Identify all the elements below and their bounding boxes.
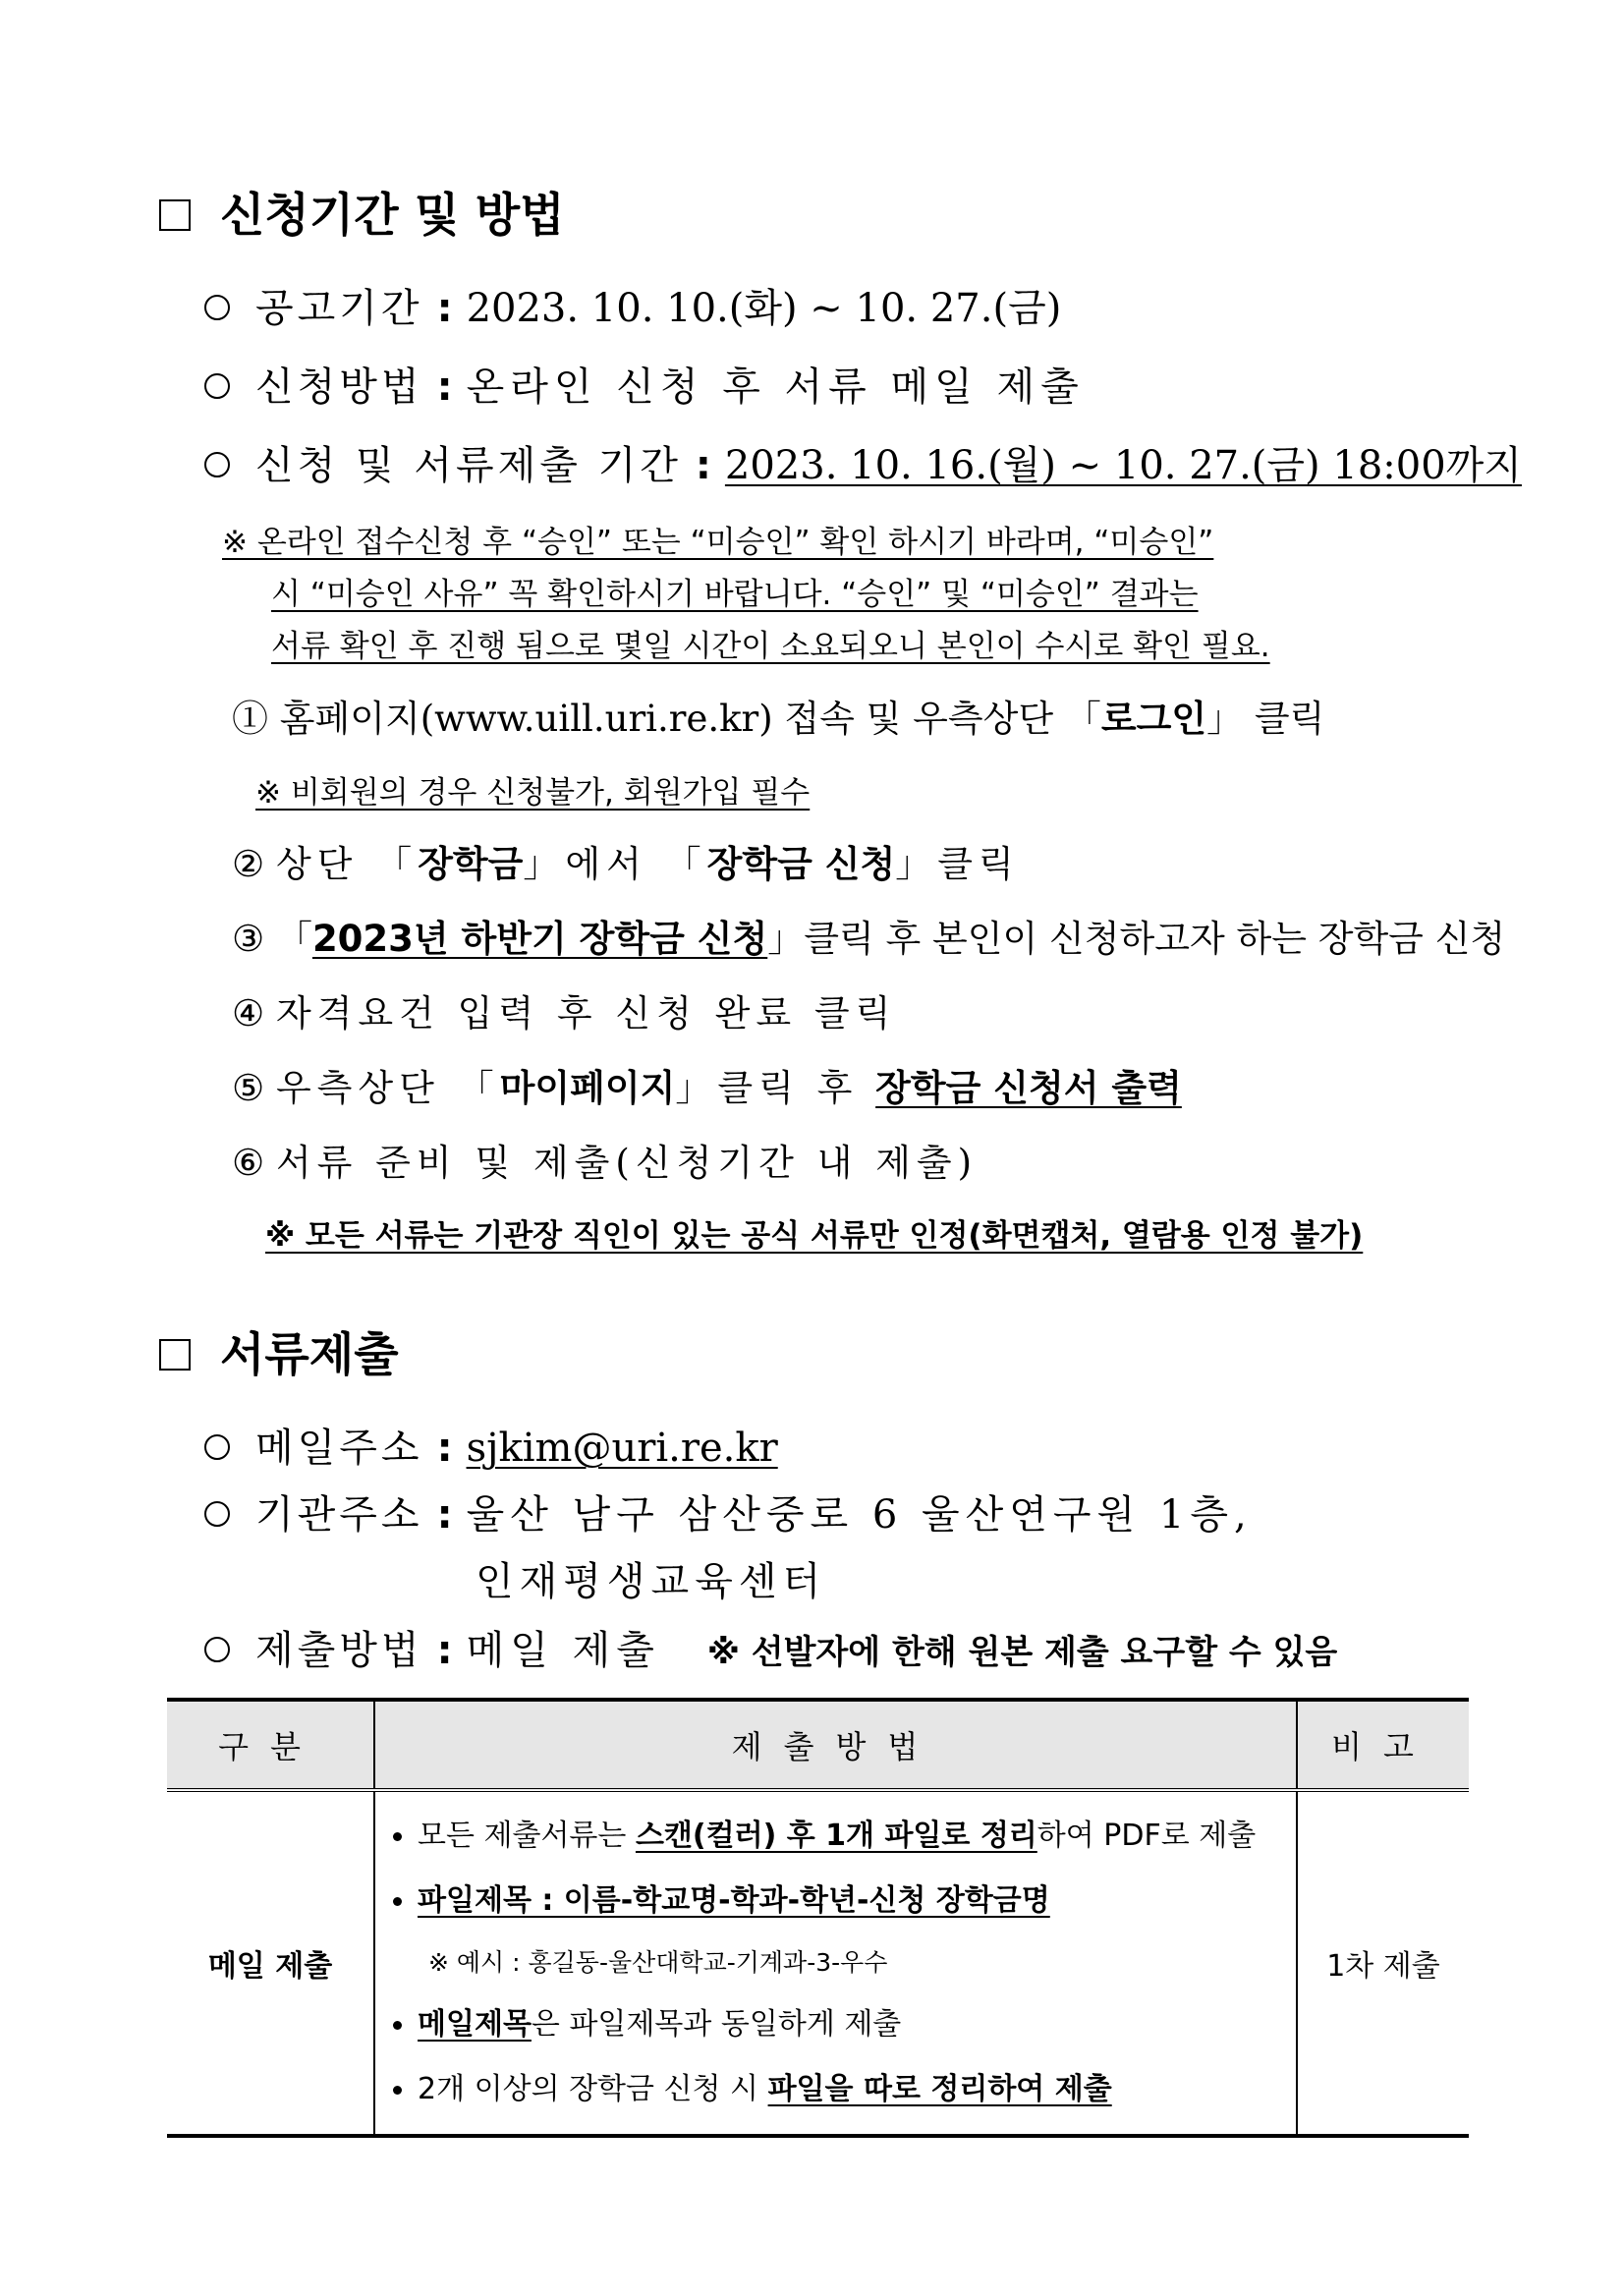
submit-method-line: 제출방법 : 메일 제출 ※ 선발자에 한해 원본 제출 요구할 수 있음 bbox=[204, 1623, 1337, 1678]
section-title-application: 신청기간 및 방법 bbox=[159, 187, 565, 246]
step-1-note: ※ 비회원의 경우 신청불가, 회원가입 필수 bbox=[255, 775, 811, 811]
step-5: ⑤ 우측상단 「마이페이지」클릭 후 장학금 신청서 출력 bbox=[232, 1067, 1182, 1109]
deadline-line: 신청 및 서류제출 기간 : 2023. 10. 16.(월) ~ 10. 27.(금) 18:00까지 bbox=[204, 438, 1522, 493]
circle-bullet-icon bbox=[204, 1501, 230, 1527]
header-remarks: 비고 bbox=[1297, 1700, 1469, 1790]
method-items bbox=[374, 1790, 1297, 2136]
section-title-documents: 서류제출 bbox=[159, 1326, 399, 1385]
period-value: 2023. 10. 10.(화) ~ 10. 27.(금) bbox=[466, 286, 1062, 331]
table-header-row bbox=[167, 1700, 1469, 1790]
checkbox-square-icon bbox=[159, 199, 191, 231]
step-4: ④ 자격요건 입력 후 신청 완료 클릭 bbox=[232, 992, 897, 1035]
row-remarks: 1차 제출 bbox=[1297, 1790, 1469, 2136]
address-line: 기관주소 : 울산 남구 삼산중로 6 울산연구원 1층, bbox=[204, 1487, 1253, 1542]
row-label: 메일 제출 bbox=[167, 1790, 374, 2136]
notice-line-1: ※ 온라인 접수신청 후 “승인” 또는 “미승인” 확인 하시기 바라며, “미승인” bbox=[222, 525, 1214, 560]
submit-note: ※ 선발자에 한해 원본 제출 요구할 수 있음 bbox=[706, 1633, 1338, 1672]
list-item: 파일제목 : 이름-학교명-학과-학년-신청 장학금명 bbox=[393, 1869, 1296, 1933]
example-note: ※ 예시 : 홍길동-울산대학교-기계과-3-우수 bbox=[428, 1948, 888, 1977]
header-method: 제출방법 bbox=[374, 1700, 1297, 1790]
email-link[interactable]: sjkim@uri.re.kr bbox=[466, 1426, 778, 1471]
header-category: 구분 bbox=[167, 1700, 374, 1790]
bullet-dot-icon bbox=[393, 1897, 402, 1906]
bullet-dot-icon bbox=[393, 2021, 402, 2030]
circle-bullet-icon bbox=[204, 452, 230, 477]
list-item: 모든 제출서류는 스캔(컬러) 후 1개 파일로 정리하여 PDF로 제출 bbox=[393, 1804, 1296, 1869]
address-value: 울산 남구 삼산중로 6 울산연구원 1층, bbox=[466, 1492, 1253, 1538]
list-item: 2개 이상의 장학금 신청 시 파일을 따로 정리하여 제출 bbox=[393, 2057, 1296, 2122]
period-line: 공고기간 : 2023. 10. 10.(화) ~ 10. 27.(금) bbox=[204, 281, 1061, 336]
submission-table bbox=[167, 1698, 1469, 2138]
email-line: 메일주소 : sjkim@uri.re.kr bbox=[204, 1421, 778, 1476]
deadline-value: 2023. 10. 16.(월) ~ 10. 27.(금) 18:00까지 bbox=[724, 443, 1522, 488]
step-2: ② 상단 「장학금」에서 「장학금 신청」클릭 bbox=[232, 843, 1020, 885]
method-line: 신청방법 : 온라인 신청 후 서류 메일 제출 bbox=[204, 360, 1085, 415]
method-value: 온라인 신청 후 서류 메일 제출 bbox=[466, 364, 1085, 410]
circle-bullet-icon bbox=[204, 373, 230, 399]
circle-bullet-icon bbox=[204, 1637, 230, 1662]
list-item: 메일제목은 파일제목과 동일하게 제출 bbox=[393, 1992, 1296, 2057]
bullet-dot-icon bbox=[393, 1832, 402, 1841]
notice-line-3: 서류 확인 후 진행 됨으로 몇일 시간이 소요되오니 본인이 수시로 확인 필요. bbox=[271, 629, 1270, 664]
address-line-2: 인재평생교육센터 bbox=[476, 1559, 827, 1604]
step-3: ③ 「2023년 하반기 장학금 신청」클릭 후 본인이 신청하고자 하는 장학금 신청 bbox=[232, 918, 1506, 960]
notice-line-2: 시 “미승인 사유” 꼭 확인하시기 바랍니다. “승인” 및 “미승인” 결과는 bbox=[271, 577, 1199, 612]
step-1: ① 홈페이지(www.uill.uri.re.kr) 접속 및 우측상단 「로그인」 클릭 bbox=[232, 698, 1325, 740]
circle-bullet-icon bbox=[204, 295, 230, 320]
step-6-note: ※ 모든 서류는 기관장 직인이 있는 공식 서류만 인정(화면캡처, 열람용 인정 불가) bbox=[265, 1218, 1364, 1254]
circle-bullet-icon bbox=[204, 1434, 230, 1460]
bullet-dot-icon bbox=[393, 2086, 402, 2095]
checkbox-square-icon bbox=[159, 1339, 191, 1371]
table-row bbox=[167, 1790, 1469, 2136]
step-6: ⑥ 서류 준비 및 제출(신청기간 내 제출) bbox=[232, 1142, 979, 1184]
